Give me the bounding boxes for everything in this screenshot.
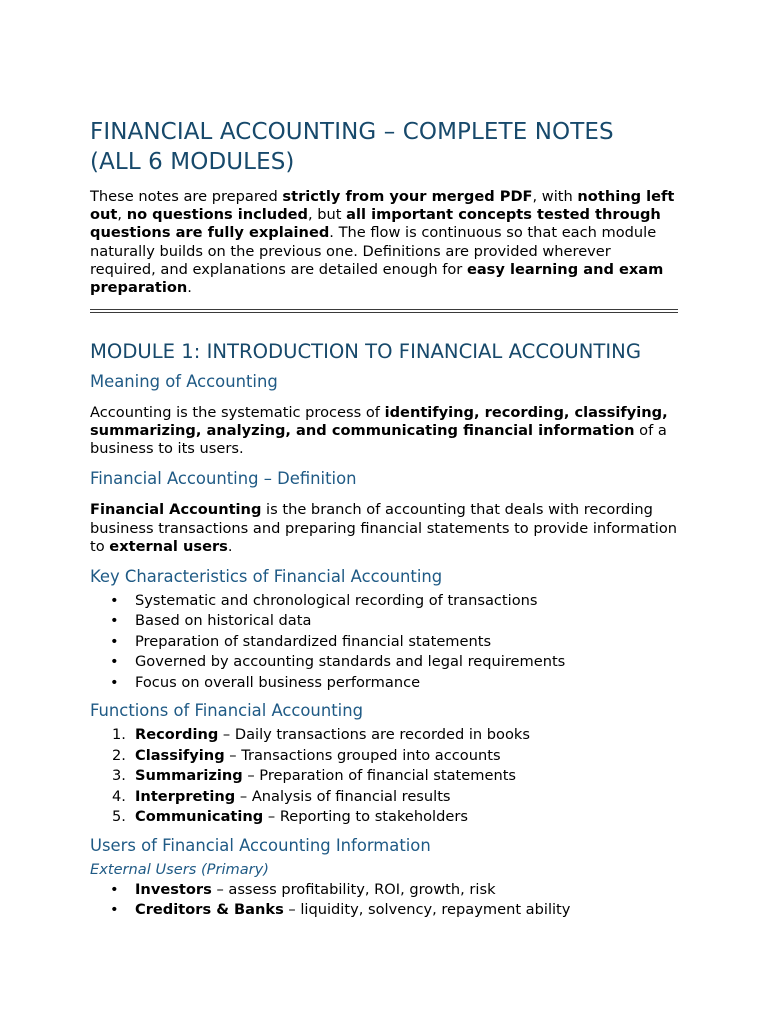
double-divider: [90, 309, 678, 313]
list-number: 2.: [112, 746, 126, 764]
list-item: • Preparation of standardized financial statements: [90, 632, 678, 653]
document-title: [90, 117, 678, 177]
list-item: 5. Communicating – Reporting to stakeholders: [90, 807, 678, 828]
bullet-icon: •: [110, 591, 119, 609]
heading-key-characteristics: Key Characteristics of Financial Accounting: [90, 566, 443, 586]
list-number: 5.: [112, 808, 126, 826]
heading-meaning-of-accounting: Meaning of Accounting: [90, 371, 278, 391]
definition-paragraph: Financial Accounting is the branch of accounting that deals with recording business transactions and preparing financial statements to provide information to external users.: [90, 501, 678, 555]
list-item: • Investors – assess profitability, ROI, growth, risk: [90, 880, 678, 901]
list-item: • Focus on overall business performance: [90, 673, 678, 694]
functions-list: [90, 725, 678, 828]
list-number: 4.: [112, 787, 126, 805]
bullet-icon: •: [110, 632, 119, 650]
intro-paragraph: These notes are prepared strictly from your merged PDF, with nothing left out, no questions included, but all important concepts tested through questions are fully explained. The flow is continuous so that each module naturally builds on the previous one. Definitions are provided wherever required, and explanations are detailed enough for easy learning and exam preparation.: [90, 188, 675, 297]
module-1-title: MODULE 1: INTRODUCTION TO FINANCIAL ACCOUNTING: [90, 339, 642, 363]
list-item: 2. Classifying – Transactions grouped into accounts: [90, 746, 678, 767]
heading-users: Users of Financial Accounting Information: [90, 835, 431, 855]
document-title-line-1: FINANCIAL ACCOUNTING – COMPLETE NOTES: [90, 119, 614, 145]
document-title-line-2: (ALL 6 MODULES): [90, 149, 295, 175]
list-item: 3. Summarizing – Preparation of financial statements: [90, 766, 678, 787]
bullet-icon: •: [110, 880, 119, 898]
list-item: 4. Interpreting – Analysis of financial results: [90, 787, 678, 808]
list-item: 1. Recording – Daily transactions are recorded in books: [90, 725, 678, 746]
bullet-icon: •: [110, 901, 119, 919]
list-number: 1.: [112, 726, 126, 744]
heading-functions: Functions of Financial Accounting: [90, 701, 363, 721]
list-item: • Systematic and chronological recording of transactions: [90, 591, 678, 612]
characteristics-list: [90, 591, 678, 694]
list-number: 3.: [112, 767, 126, 785]
list-item: • Based on historical data: [90, 611, 678, 632]
list-item: • Governed by accounting standards and legal requirements: [90, 652, 678, 673]
list-item: • Creditors & Banks – liquidity, solvency, repayment ability: [90, 900, 678, 921]
bullet-icon: •: [110, 653, 119, 671]
external-users-list: [90, 880, 678, 921]
bullet-icon: •: [110, 673, 119, 691]
bullet-icon: •: [110, 612, 119, 630]
meaning-paragraph: Accounting is the systematic process of identifying, recording, classifying, summarizing, analyzing, and communicating financial information of a business to its users.: [90, 403, 668, 458]
heading-financial-accounting-definition: Financial Accounting – Definition: [90, 469, 357, 489]
heading-external-users: External Users (Primary): [90, 860, 269, 878]
